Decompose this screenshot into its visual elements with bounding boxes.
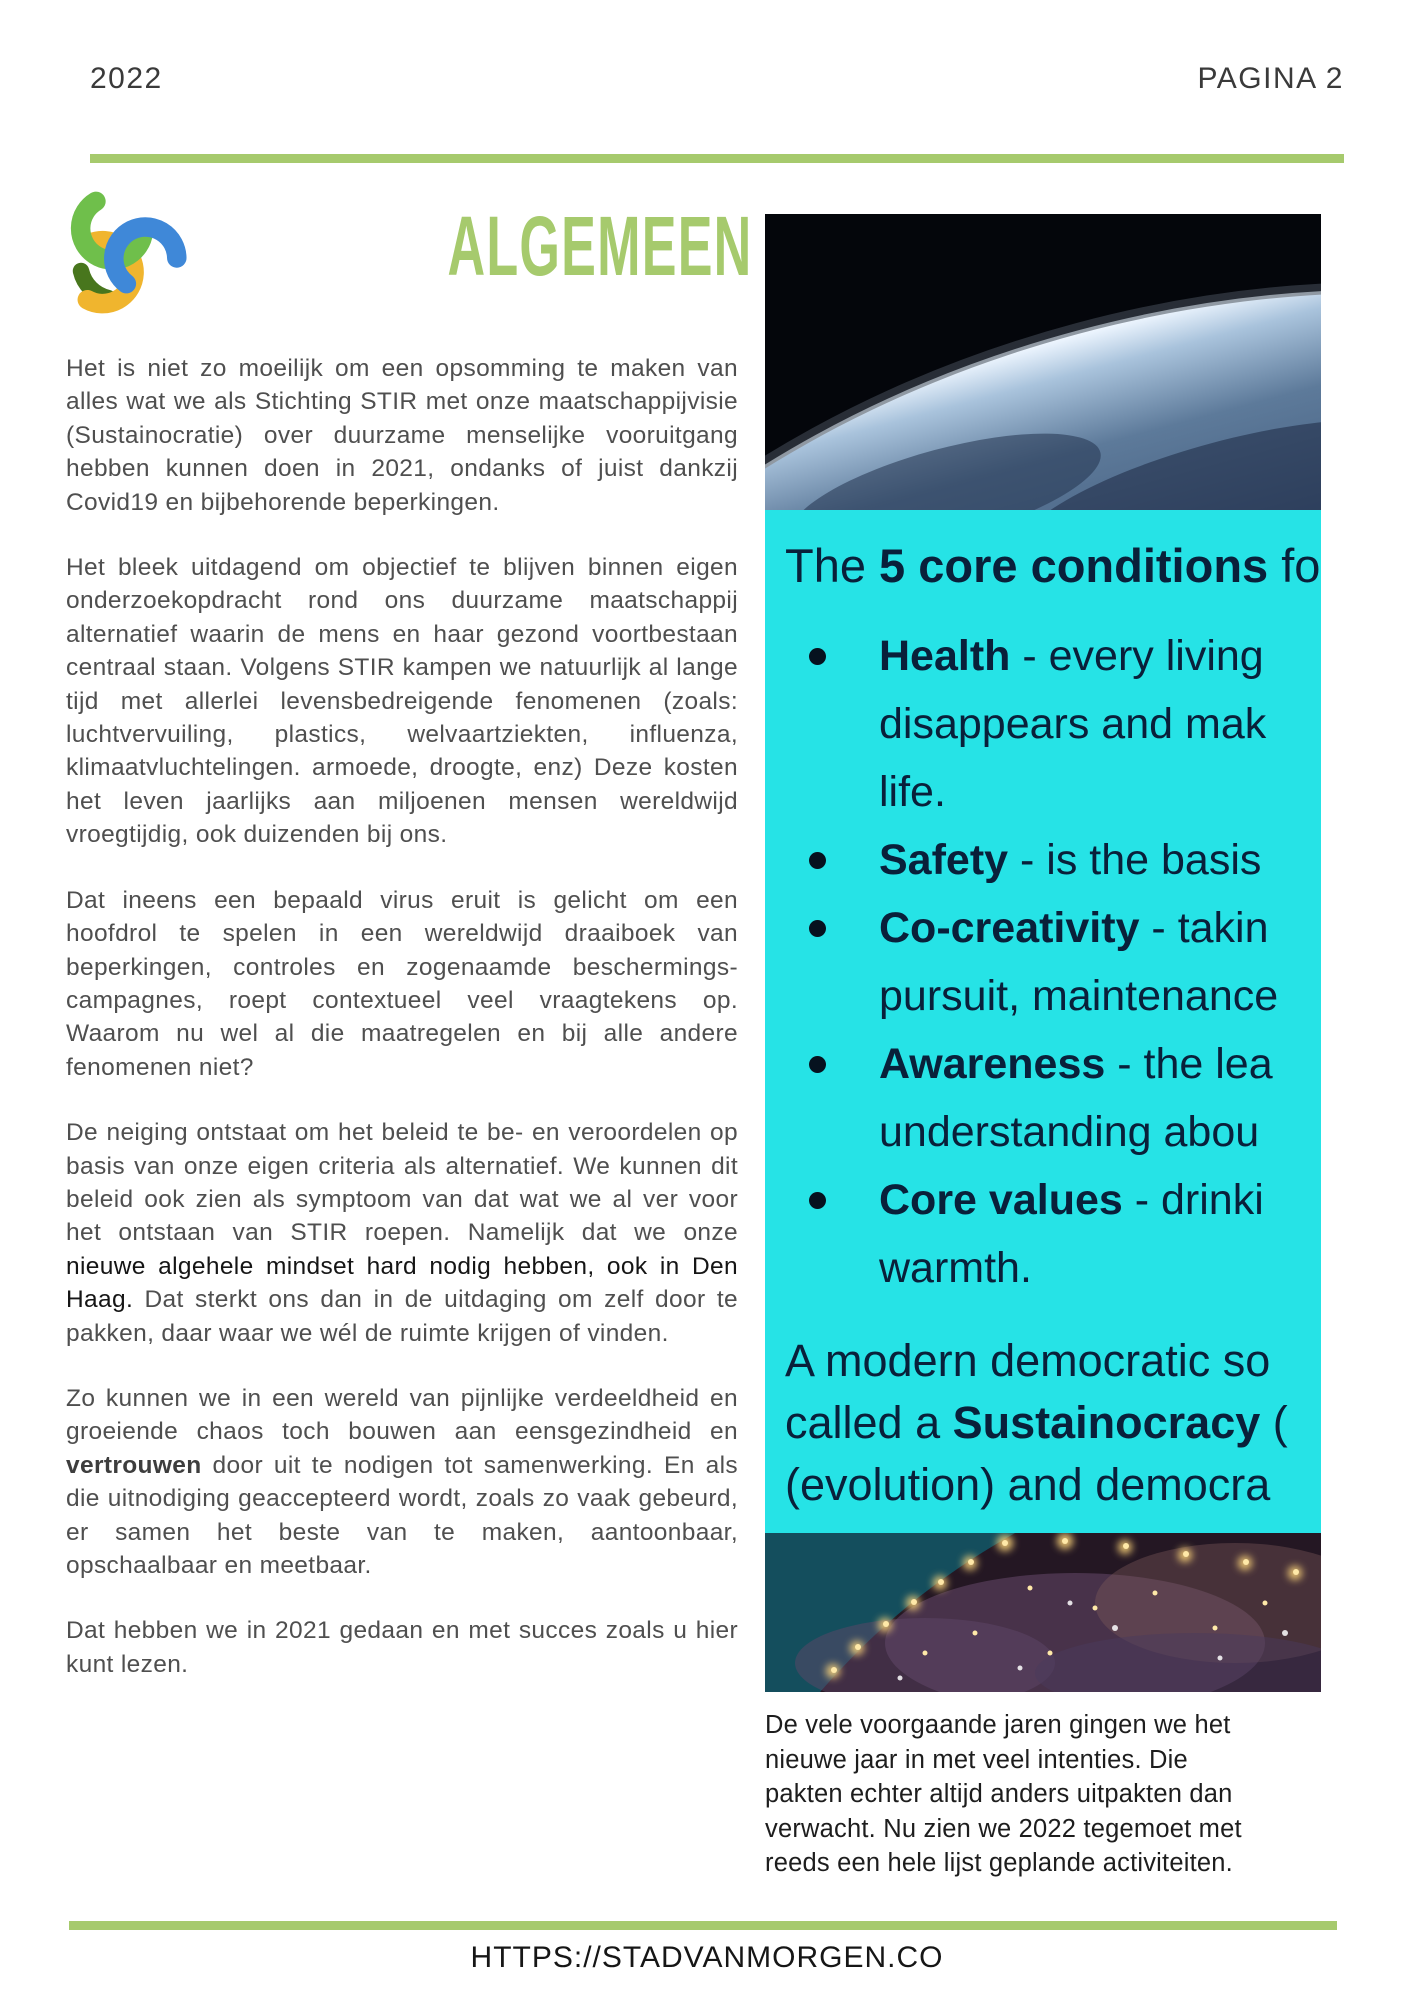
- text-segment: 5 core conditions: [879, 539, 1269, 592]
- text-segment: called a: [785, 1397, 953, 1448]
- body-paragraph: [66, 884, 738, 1084]
- body-paragraph: [66, 1614, 738, 1681]
- text-segment: life.: [879, 768, 946, 816]
- poster-line: [765, 622, 1321, 690]
- body-paragraph: [66, 1382, 738, 1582]
- poster-closing-line: [785, 1392, 1321, 1454]
- figure-column: [765, 214, 1321, 1692]
- footer-url: HTTPS://STADVANMORGEN.CO: [470, 1941, 944, 1974]
- text-segment: understanding abou: [879, 1108, 1260, 1156]
- text-segment: Dat sterkt ons dan in de uitdaging om zelf door te pakken, daar waar we wél de ruimte krijgen of vinden.: [66, 1286, 738, 1347]
- text-segment: door uit te nodigen tot samenwerking. En als die uitnodiging geaccepteerd wordt, zoals zo vaak gebeurd, er samen het beste van te maken, aantoonbaar, opschaalbaar en meetbaar.: [66, 1451, 738, 1579]
- poster-line: [765, 1030, 1321, 1098]
- poster-line: [765, 690, 1321, 758]
- bullet-dot: [809, 1056, 826, 1073]
- poster-line: [765, 758, 1321, 826]
- text-segment: - the lea: [1105, 1040, 1273, 1088]
- text-segment: Safety: [879, 836, 1009, 884]
- caption-line: nieuwe jaar in met veel intenties. Die: [765, 1745, 1188, 1774]
- text-segment: Het bleek uitdagend om objectief te blijven binnen eigen onderzoekopdracht rond ons duurzame maatschappij alternatief waarin de mens en haar gezond voortbestaan centraal staan. Volgens STIR kampen we natuurlijk al lange tijd met allerlei levensbedreigende fenomenen (zoals: luchtvervuiling, plastics, welvaartziekten, influenza, klimaatvluchtelingen. armoede, droogte, enz) Deze kosten het leven jaarlijks aan miljoenen mensen wereldwijd vroegtijdig, ook duizenden bij ons.: [66, 554, 738, 849]
- header-page-number: PAGINA 2: [1197, 62, 1344, 95]
- bullet-dot: [809, 920, 826, 937]
- figure-caption: [765, 1708, 1330, 1881]
- text-segment: pursuit, maintenance: [879, 972, 1279, 1020]
- caption-line: reeds een hele lijst geplande activiteiten.: [765, 1849, 1233, 1877]
- top-divider: [90, 154, 1344, 163]
- text-segment: Dat ineens een bepaald virus eruit is gelicht om een hoofdrol te spelen in een wereldwijd draaiboek van beperkingen, controles en zogenaamde beschermings-campagnes, roept contextueel veel vraagtekens op. Waarom nu wel al die maatregelen en bij alle andere fenomenen niet?: [66, 886, 738, 1081]
- text-segment: fo: [1268, 539, 1321, 592]
- caption-line: pakten echter altijd anders uitpakten dan: [765, 1780, 1233, 1808]
- text-segment: De neiging ontstaat om het beleid te be- en veroordelen op basis van onze eigen criteria als alternatief. We kunnen dit beleid ook zien als symptoom van dat wat we al ver voor het ontstaan van STIR roepen. Namelijk dat we onze: [66, 1119, 738, 1247]
- poster-heading: [785, 538, 1320, 593]
- text-segment: (evolution) and democra: [785, 1459, 1271, 1510]
- bullet-dot: [809, 852, 826, 869]
- poster-line: [765, 1166, 1321, 1234]
- header-year: 2022: [90, 62, 163, 95]
- bullet-dot: [809, 648, 826, 665]
- bullet-dot: [809, 1192, 826, 1209]
- text-segment: Awareness: [879, 1040, 1106, 1088]
- earth-night-lights-image: [765, 1533, 1321, 1692]
- poster-closing-line: [785, 1454, 1321, 1516]
- text-segment: Core values: [879, 1176, 1123, 1224]
- article-column: [66, 352, 738, 1713]
- text-segment: - drinki: [1122, 1176, 1264, 1224]
- text-segment: Sustainocracy: [952, 1397, 1261, 1448]
- poster-line: [765, 826, 1321, 894]
- poster-line: [765, 894, 1321, 962]
- text-segment: - every living: [1010, 632, 1264, 680]
- stir-logo: [44, 178, 196, 328]
- page-title: ALGEMEEN: [447, 199, 753, 293]
- text-segment: vertrouwen: [66, 1451, 202, 1479]
- poster-bullet-list: [765, 622, 1321, 1302]
- poster-line: [765, 962, 1321, 1030]
- footer-divider: [69, 1921, 1337, 1930]
- knot-logo-icon: [44, 178, 196, 328]
- body-paragraph: [66, 1116, 738, 1350]
- text-segment: Co-creativity: [879, 904, 1140, 952]
- text-segment: warmth.: [879, 1244, 1032, 1292]
- text-segment: - is the basis: [1008, 836, 1262, 884]
- earth-from-space-image: [765, 214, 1321, 510]
- text-segment: The: [785, 539, 880, 592]
- text-segment: nieuwe algehele mindset hard nodig hebben, ook in Den Haag.: [66, 1252, 738, 1314]
- poster-closing-line: [785, 1330, 1321, 1392]
- poster-closing-text: [785, 1330, 1321, 1516]
- core-conditions-poster: [765, 510, 1321, 1533]
- text-segment: A modern democratic so: [785, 1335, 1271, 1386]
- text-segment: Het is niet zo moeilijk om een opsomming te maken van alles wat we als Stichting STIR met onze maatschappijvisie (Sustainocratie) over duurzame menselijke vooruitgang hebben kunnen doen in 2021, ondanks of juist dankzij Covid19 en bijbehorende beperkingen.: [66, 355, 738, 516]
- text-segment: Dat hebben we in 2021 gedaan en met succes zoals u hier kunt lezen.: [66, 1617, 738, 1678]
- text-segment: Health: [879, 632, 1011, 680]
- poster-line: [765, 1098, 1321, 1166]
- body-paragraph: [66, 551, 738, 852]
- text-segment: disappears and mak: [879, 700, 1267, 748]
- poster-line: [765, 1234, 1321, 1302]
- body-paragraph: [66, 352, 738, 519]
- text-segment: (: [1260, 1397, 1288, 1448]
- text-segment: Zo kunnen we in een wereld van pijnlijke verdeeldheid en groeiende chaos toch bouwen aan eensgezindheid en: [66, 1384, 738, 1446]
- caption-line: De vele voorgaande jaren gingen we het: [765, 1711, 1231, 1739]
- text-segment: - takin: [1139, 904, 1269, 952]
- caption-line: verwacht. Nu zien we 2022 tegemoet met: [765, 1814, 1242, 1843]
